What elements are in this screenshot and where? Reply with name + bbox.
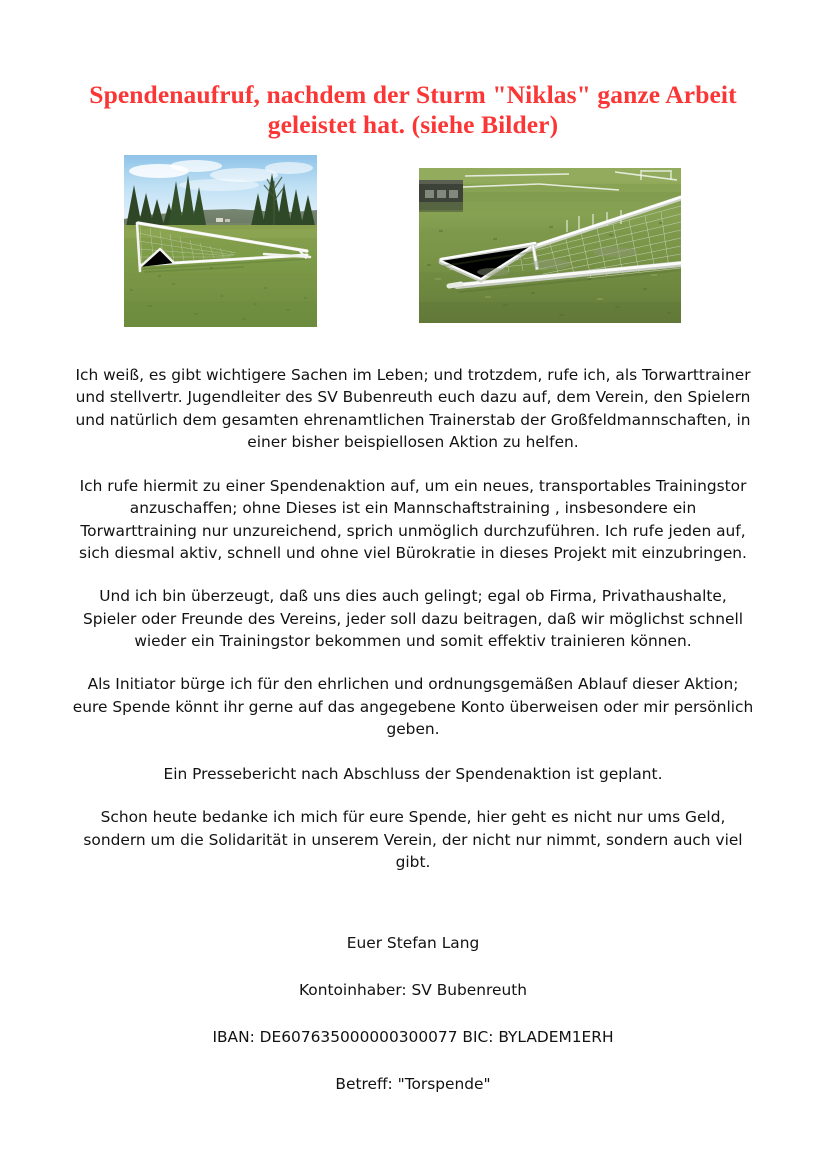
paragraph-3: Und ich bin überzeugt, daß uns dies auch gelingt; egal ob Firma, Privathaushalte, Spieler oder Freunde des Vereins, jeder soll dazu beitragen, daß wir möglichst schnell wieder ein Trainingstor bekommen und somit effektiv trainieren können.	[82, 587, 744, 650]
photo-broken-goal-field	[124, 155, 317, 327]
letter-body	[63, 364, 763, 873]
signature-and-bank-details	[63, 932, 763, 1095]
signature-line: Euer Stefan Lang	[346, 934, 480, 952]
account-holder-line: Kontoinhaber: SV Bubenreuth	[298, 981, 528, 999]
photo-gallery	[0, 0, 826, 340]
paragraph-1: Ich weiß, es gibt wichtigere Sachen im Leben; und trotzdem, rufe ich, als Torwarttrainer und stellvertr. Jugendleiter des SV Bubenreuth euch dazu auf, dem Verein, den Spielern und natürlich dem gesamten ehrenamtlichen Trainerstab der Großfeldmannschaften, in einer bisher beispiellosen Aktion zu helfen.	[75, 366, 751, 451]
page-title	[68, 80, 758, 140]
page-title-line-1: Spendenaufruf, nachdem der Sturm "Niklas" ganze Arbeit	[89, 80, 737, 109]
photo-broken-goal-closeup	[419, 168, 681, 323]
paragraph-2: Ich rufe hiermit zu einer Spendenaktion auf, um ein neues, transportables Trainingstor anzuschaffen; ohne Dieses ist ein Mannschaftstraining , insbesondere ein Torwarttraining nur unzureichend, sprich unmöglich durchzuführen. Ich rufe jeden auf, sich diesmal aktiv, schnell und ohne viel Bürokratie in dieses Projekt mit einzubringen.	[79, 477, 747, 563]
iban-bic-line: IBAN: DE607635000000300077 BIC: BYLADEM1ERH	[212, 1028, 614, 1046]
paragraph-5: Ein Pressebericht nach Abschluss der Spendenaktion ist geplant.	[163, 765, 663, 784]
page-title-line-2: geleistet hat. (siehe Bilder)	[267, 110, 559, 139]
paragraph-6: Schon heute bedanke ich mich für eure Spende, hier geht es nicht nur ums Geld, sondern um die Solidarität in unserem Verein, der nicht nur nimmt, sondern auch viel gibt.	[83, 808, 743, 872]
paragraph-4: Als Initiator bürge ich für den ehrlichen und ordnungsgemäßen Ablauf dieser Aktion; eure Spende könnt ihr gerne auf das angegebene Konto überweisen oder mir persönlich geben.	[72, 675, 754, 738]
payment-reference-line: Betreff: "Torspende"	[335, 1075, 491, 1093]
